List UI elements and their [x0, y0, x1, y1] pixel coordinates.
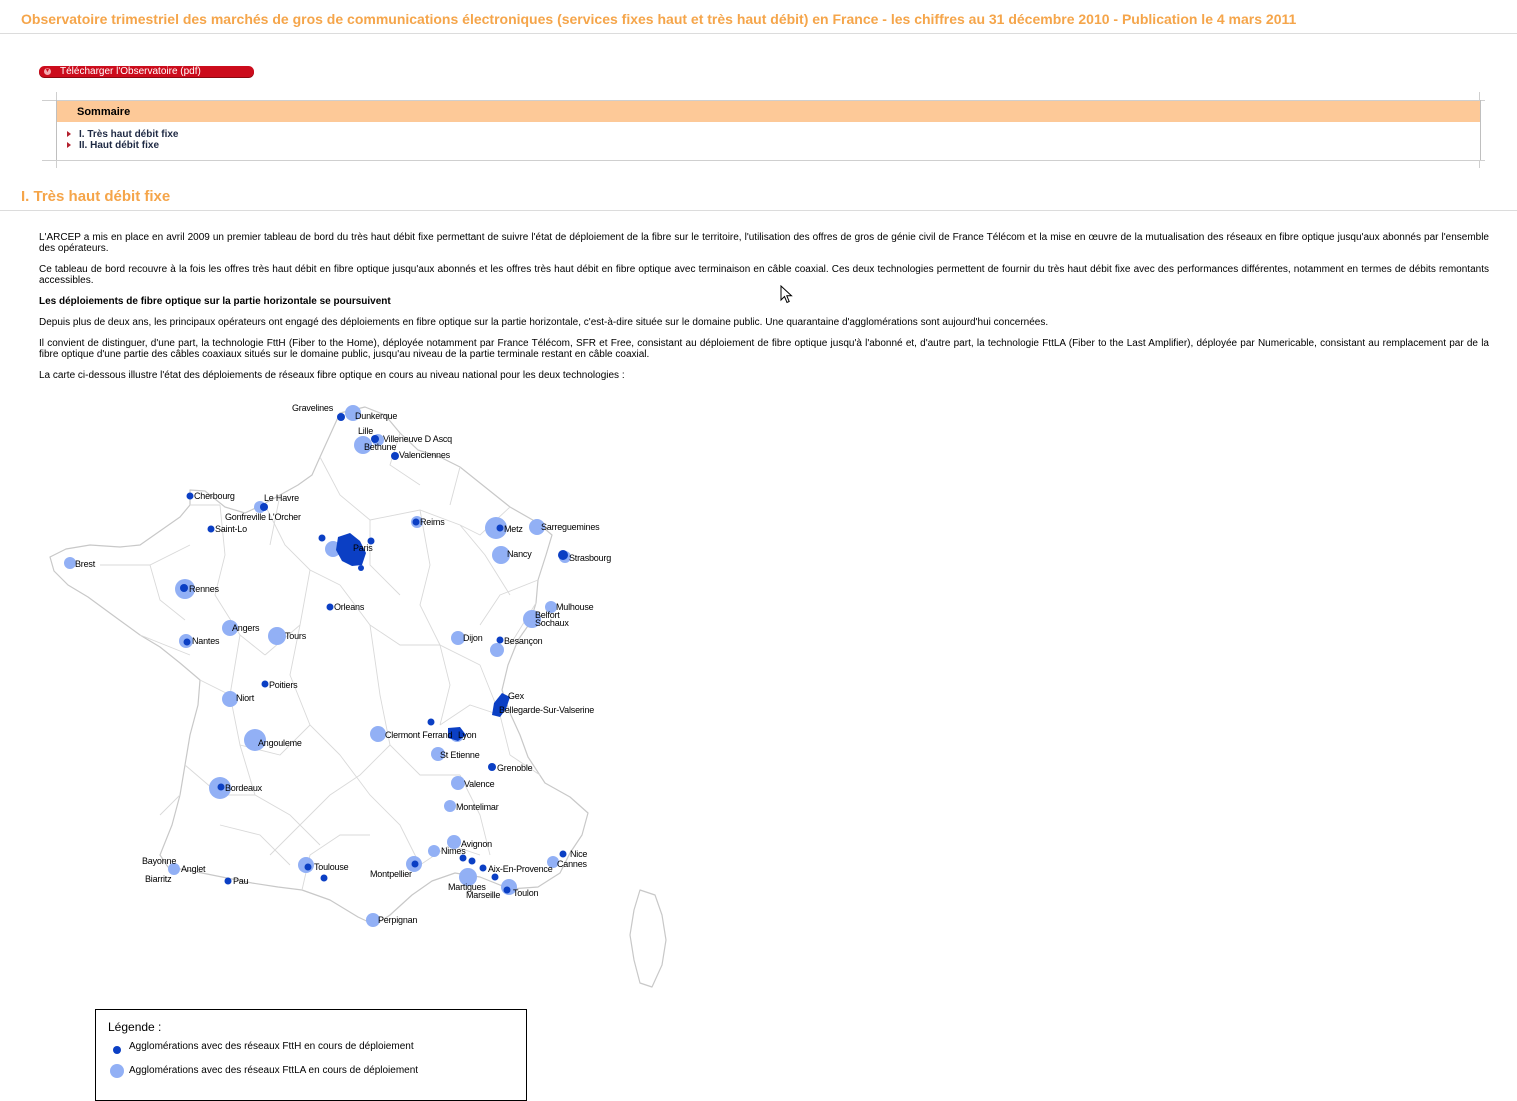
ftth-marker-toulouse: [305, 864, 312, 871]
ftth-marker-valenciennes: [391, 452, 399, 460]
city-label-avignon: Avignon: [461, 839, 492, 849]
city-label-bellegarde: Bellegarde-Sur-Valserine: [499, 705, 595, 715]
city-label-reims: Reims: [420, 517, 445, 527]
ftth-marker-paris-south: [358, 565, 364, 571]
department-borders: [100, 433, 543, 890]
ftth-marker-paris-west: [319, 535, 326, 542]
city-label-lille: Lille: [358, 426, 374, 436]
paragraph-intro: L'ARCEP a mis en place en avril 2009 un premier tableau de bord du très haut débit fixe permettant de suivre l'état de déploiement de la fibre sur le territoire, l'utilisation des offres de gros de génie civil de France Télécom et la mise en œuvre de la mutualisation des réseaux en fibre optique jusqu'aux abonnés par l'ensemble des opérateurs.: [39, 232, 1489, 254]
city-label-niort: Niort: [236, 693, 255, 703]
city-label-rennes: Rennes: [189, 584, 219, 594]
city-label-dijon: Dijon: [463, 633, 483, 643]
city-label-valenciennes: Valenciennes: [399, 450, 450, 460]
section-divider: [0, 210, 1517, 211]
paragraph-map-intro: La carte ci-dessous illustre l'état des déploiements de réseaux fibre optique en cours au niveau national pour les deux technologies :: [39, 370, 625, 381]
city-label-st-etienne: St Etienne: [440, 750, 480, 760]
city-label-saint-lo: Saint-Lo: [215, 524, 247, 534]
ftth-marker-grenoble: [488, 763, 496, 771]
city-label-mulhouse: Mulhouse: [556, 602, 594, 612]
ftth-marker-gonfreville: [260, 503, 268, 511]
fttla-marker-clermont: [370, 726, 386, 742]
city-label-anglet: Anglet: [181, 864, 206, 874]
city-label-paris: Paris: [353, 543, 373, 553]
ftth-marker-montpellier: [412, 861, 419, 868]
city-label-angers: Angers: [232, 623, 260, 633]
summary-box: [56, 100, 1481, 160]
map-legend: [95, 1009, 527, 1101]
fiber-deployment-map: [40, 395, 680, 995]
bullet-arrow-icon: [67, 142, 71, 148]
city-label-villeneuve: Villeneuve D Ascq: [383, 434, 452, 444]
city-label-bethune: Bethune: [364, 442, 397, 452]
city-label-gravelines: Gravelines: [292, 403, 334, 413]
city-label-cherbourg: Cherbourg: [194, 491, 235, 501]
download-button-label: Télécharger l'Observatoire (pdf): [60, 66, 201, 77]
paragraph-deployments: Depuis plus de deux ans, les principaux opérateurs ont engagé des déploiements en fibre optique sur la partie horizontale, c'est-à-dire située sur le domaine public. Une quarantaine d'agglomérations sont aujourd'hui concernées.: [39, 317, 1049, 328]
city-label-martigues: Martigues: [448, 882, 486, 892]
ftth-marker-reims: [413, 519, 420, 526]
ftth-marker-clermont-north: [428, 719, 435, 726]
summary-frame-corner: [56, 160, 57, 168]
city-label-strasbourg: Strasbourg: [569, 553, 612, 563]
summary-frame-bottom: [42, 160, 1485, 161]
header-divider: [0, 33, 1517, 34]
ftth-marker-metz: [497, 525, 504, 532]
ftth-marker-toulon: [504, 887, 511, 894]
ftth-marker-besancon: [497, 637, 504, 644]
city-label-lyon: Lyon: [458, 730, 477, 740]
city-label-bayonne: Bayonne: [142, 856, 177, 866]
summary-link-label: I. Très haut débit fixe: [79, 129, 179, 140]
ftth-marker-gravelines: [337, 413, 345, 421]
city-label-bordeaux: Bordeaux: [225, 783, 262, 793]
summary-link-tres-haut-debit[interactable]: [79, 129, 178, 140]
summary-frame-corner: [1479, 92, 1480, 100]
ftth-legend-marker-icon: [113, 1046, 121, 1054]
ftth-marker-saint-lo: [208, 526, 215, 533]
bullet-arrow-icon: [67, 131, 71, 137]
city-label-toulouse: Toulouse: [314, 862, 349, 872]
city-label-sochaux: Sochaux: [535, 618, 569, 628]
summary-link-label: II. Haut débit fixe: [79, 140, 160, 151]
ftth-marker-bordeaux: [218, 784, 225, 791]
city-label-belfort: Belfort: [535, 610, 560, 620]
city-label-sarreguemines: Sarreguemines: [541, 522, 600, 532]
ftth-marker-marseille-east: [492, 874, 499, 881]
legend-title: Légende :: [108, 1020, 162, 1034]
ftth-marker-strasbourg: [558, 550, 568, 560]
city-label-angouleme: Angouleme: [258, 738, 302, 748]
summary-frame-corner: [56, 92, 57, 100]
mouse-cursor-icon: [780, 285, 794, 305]
download-arrow-icon: ▼: [44, 68, 51, 74]
summary-header: [57, 101, 1480, 122]
fttla-marker-tours: [268, 627, 286, 645]
city-label-nancy: Nancy: [507, 549, 532, 559]
ftth-marker-nantes: [184, 639, 191, 646]
city-label-clermont-ferrand: Clermont Ferrand: [385, 730, 453, 740]
paragraph-dashboard: Ce tableau de bord recouvre à la fois les offres très haut débit en fibre optique jusqu'aux abonnés et les offres très haut débit en fibre optique avec terminaison en câble coaxial. Ces deux technologies permettent de fournir du très haut débit fixe avec des performances différentes, notamment en termes de débits remontants accessibles.: [39, 264, 1489, 286]
summary-header-label: Sommaire: [77, 106, 131, 118]
summary-link-haut-debit[interactable]: [79, 140, 159, 151]
city-label-aix-en-provence: Aix-En-Provence: [488, 864, 553, 874]
city-label-biarritz: Biarritz: [145, 874, 172, 884]
city-label-nantes: Nantes: [192, 636, 220, 646]
city-label-perpignan: Perpignan: [378, 915, 418, 925]
city-label-cannes: Cannes: [557, 859, 587, 869]
city-label-valence: Valence: [464, 779, 495, 789]
legend-ftth-label: Agglomérations avec des réseaux FttH en cours de déploiement: [129, 1041, 414, 1052]
ftth-marker-cherbourg: [187, 493, 194, 500]
fttla-marker-besancon: [490, 643, 504, 657]
city-label-marseille: Marseille: [466, 890, 501, 900]
ftth-marker-orleans: [327, 604, 334, 611]
city-label-metz: Metz: [504, 524, 523, 534]
city-label-pau: Pau: [233, 876, 249, 886]
ftth-marker-aix: [480, 865, 487, 872]
city-label-gonfreville: Gonfreville L'Orcher: [225, 512, 301, 522]
section-title-tres-haut-debit: I. Très haut débit fixe: [21, 188, 171, 205]
legend-fttla-label: Agglomérations avec des réseaux FttLA en cours de déploiement: [129, 1065, 419, 1076]
city-label-dunkerque: Dunkerque: [355, 411, 398, 421]
fttla-marker-montelimar: [444, 800, 456, 812]
city-label-nice: Nice: [570, 849, 588, 859]
summary-frame-corner: [1479, 160, 1480, 168]
city-label-orleans: Orleans: [334, 602, 365, 612]
paragraph-technologies: Il convient de distinguer, d'une part, la technologie FttH (Fiber to the Home), déployée notamment par France Télécom, SFR et Free, consistant au déploiement de fibre optique jusqu'à l'abonné et, d'autre part, la technologie FttLA (Fiber to the Last Amplifier), déployée par Numericable, consistant au remplacement par de la fibre optique d'une partie des câbles coaxiaux situés sur le domaine public, jusqu'au niveau de la partie terminale restant en câble coaxial.: [39, 338, 1489, 360]
city-label-tours: Tours: [285, 631, 307, 641]
city-label-montpellier: Montpellier: [370, 869, 412, 879]
ftth-marker-pau: [225, 878, 232, 885]
city-label-le-havre: Le Havre: [264, 493, 299, 503]
city-label-montelimar: Montelimar: [456, 802, 499, 812]
ftth-marker-toulouse-south: [321, 875, 328, 882]
fttla-marker-valence: [451, 776, 465, 790]
ftth-marker-nice: [560, 851, 567, 858]
page-title: Observatoire trimestriel des marchés de gros de communications électroniques (services fixes haut et très haut débit) en France - les chiffres au 31 décembre 2010 - Publication le 4 mars 2011: [21, 11, 1297, 27]
city-label-poitiers: Poitiers: [269, 680, 298, 690]
city-label-toulon: Toulon: [513, 888, 539, 898]
france-outline: [50, 407, 666, 987]
fttla-markers: [64, 405, 571, 927]
ftth-marker-rennes: [180, 584, 188, 592]
france-map-svg: [40, 395, 680, 995]
ftth-marker-avignon-east: [469, 858, 476, 865]
city-label-besancon: Besançon: [504, 636, 543, 646]
ftth-marker-poitiers: [262, 681, 269, 688]
fttla-legend-marker-icon: [110, 1064, 124, 1078]
city-label-grenoble: Grenoble: [497, 763, 533, 773]
city-label-brest: Brest: [75, 559, 96, 569]
city-label-gex: Gex: [508, 691, 524, 701]
download-observatory-pdf-button[interactable]: [39, 66, 254, 77]
paragraph-subheading: Les déploiements de fibre optique sur la partie horizontale se poursuivent: [39, 296, 391, 307]
fttla-marker-nimes: [428, 845, 440, 857]
city-label-nimes: Nimes: [441, 846, 466, 856]
